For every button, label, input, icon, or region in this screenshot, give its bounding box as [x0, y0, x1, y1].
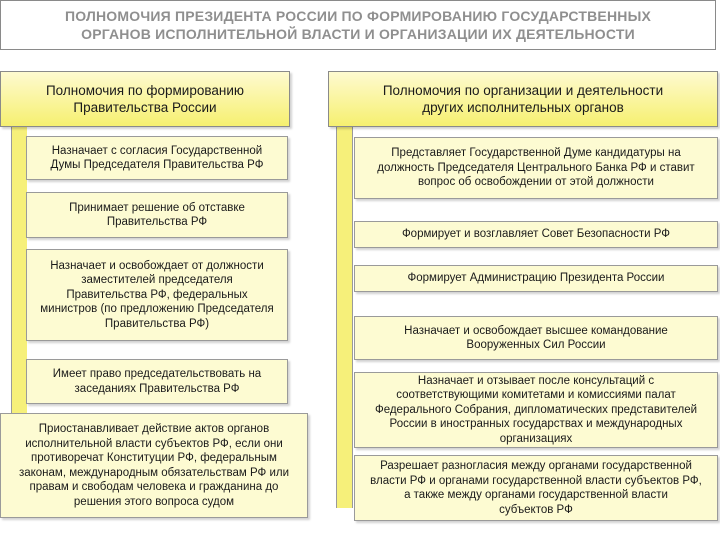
- right-item-armed-forces-command: Назначает и освобождает высшее командование Вооруженных Сил России: [354, 316, 718, 360]
- right-connector-strip: [336, 88, 353, 508]
- page-title-text: [65, 7, 651, 43]
- title-line-1: ПОЛНОМОЧИЯ ПРЕЗИДЕНТА РОССИИ ПО ФОРМИРОВАНИЮ ГОСУДАРСТВЕННЫХ: [64, 8, 652, 24]
- right-column-header: Полномочия по организации и деятельности других исполнительных органов: [328, 71, 718, 127]
- left-column-header: Полномочия по формированию Правительства России: [0, 71, 290, 127]
- right-item-central-bank: Представляет Государственной Думе кандидатуры на должность Председателя Центрального Банка РФ и ставит вопрос об освобождении от этой должности: [354, 137, 718, 199]
- page-title: [0, 0, 716, 50]
- left-connector-strip: [11, 88, 27, 414]
- right-item-security-council: Формирует и возглавляет Совет Безопасности РФ: [354, 221, 718, 248]
- left-item-suspend-acts: Приостанавливает действие актов органов исполнительной власти субъектов РФ, если они противоречат Конституции РФ, федеральным законам, международным обязательствам РФ или правам и свободам человека и гражданина до решения этого вопроса судом: [0, 413, 308, 518]
- right-item-diplomatic-representatives: Назначает и отзывает после консультаций с соответствующими комитетами и комиссиями палат Федерального Собрания, дипломатических представителей России в иностранных государствах и международных организациях: [354, 372, 718, 448]
- left-item-appoint-chairman: Назначает с согласия Государственной Думы Председателя Правительства РФ: [26, 136, 288, 180]
- right-item-resolve-disputes: Разрешает разногласия между органами государственной власти РФ и органами государственной власти субъектов РФ, а также между органами государственной власти субъектов РФ: [354, 455, 718, 521]
- right-item-presidential-administration: Формирует Администрацию Президента России: [354, 265, 718, 292]
- title-line-2: ОРГАНОВ ИСПОЛНИТЕЛЬНОЙ ВЛАСТИ И ОРГАНИЗАЦИИ ИХ ДЕЯТЕЛЬНОСТИ: [81, 26, 635, 42]
- left-item-government-resignation: Принимает решение об отставке Правительства РФ: [26, 192, 288, 238]
- left-item-appoint-deputies-ministers: Назначает и освобождает от должности заместителей председателя Правительства РФ, федеральных министров (по предложению Председателя Правительства РФ): [26, 249, 288, 341]
- left-item-preside-meetings: Имеет право председательствовать на заседаниях Правительства РФ: [26, 359, 288, 404]
